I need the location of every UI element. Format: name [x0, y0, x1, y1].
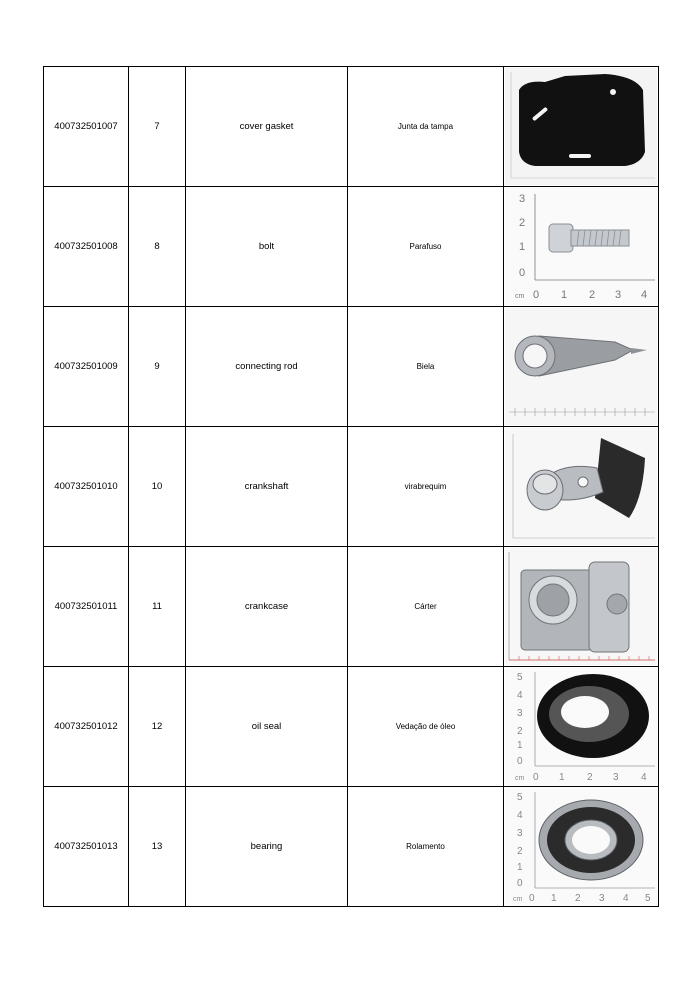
- part-name-english: cover gasket: [186, 67, 348, 187]
- scale-tick-label: 1: [517, 740, 523, 751]
- scale-tick-label: 4: [641, 772, 647, 783]
- scale-tick-label: 1: [517, 862, 523, 873]
- bearing-photo: [505, 788, 657, 905]
- connecting-rod-photo: [505, 308, 657, 425]
- part-name-english: bolt: [186, 187, 348, 307]
- scale-tick-label: 2: [519, 217, 526, 229]
- part-number: 400732501009: [44, 307, 129, 427]
- part-number: 400732501008: [44, 187, 129, 307]
- part-number: 400732501010: [44, 427, 129, 547]
- part-name-english: bearing: [186, 787, 348, 907]
- scale-tick-label: 3: [519, 193, 526, 205]
- scale-tick-label: 0: [529, 893, 535, 904]
- position-number: 11: [129, 547, 186, 667]
- scale-unit-label: cm: [513, 896, 523, 903]
- part-name-portuguese: Vedação de óleo: [348, 667, 504, 787]
- position-number: 13: [129, 787, 186, 907]
- scale-tick-label: 2: [517, 846, 523, 857]
- scale-tick-label: 0: [517, 878, 523, 889]
- part-name-portuguese: virabrequim: [348, 427, 504, 547]
- part-name-portuguese: Cárter: [348, 547, 504, 667]
- position-number: 7: [129, 67, 186, 187]
- part-number: 400732501011: [44, 547, 129, 667]
- position-number: 10: [129, 427, 186, 547]
- table-row: [44, 187, 659, 307]
- part-image-cell: [504, 787, 659, 907]
- position-number: 8: [129, 187, 186, 307]
- crankcase-photo: [505, 548, 657, 665]
- scale-tick-label: 2: [589, 289, 596, 301]
- scale-tick-label: 3: [517, 828, 523, 839]
- part-image-cell: [504, 427, 659, 547]
- part-number: 400732501013: [44, 787, 129, 907]
- position-number: 12: [129, 667, 186, 787]
- part-name-portuguese: Parafuso: [348, 187, 504, 307]
- scale-tick-label: 1: [519, 241, 526, 253]
- part-name-portuguese: Junta da tampa: [348, 67, 504, 187]
- scale-tick-label: 0: [519, 267, 526, 279]
- crankshaft-photo: [505, 428, 657, 545]
- scale-tick-label: 0: [533, 289, 540, 301]
- part-number: 400732501007: [44, 67, 129, 187]
- scale-tick-label: 5: [517, 672, 523, 683]
- scale-tick-label: 5: [645, 893, 651, 904]
- table-row: [44, 427, 659, 547]
- part-name-english: oil seal: [186, 667, 348, 787]
- scale-tick-label: 4: [623, 893, 629, 904]
- table-row: [44, 67, 659, 187]
- table-row: [44, 307, 659, 427]
- scale-tick-label: 3: [615, 289, 622, 301]
- table-row: [44, 547, 659, 667]
- scale-tick-label: 1: [559, 772, 565, 783]
- part-name-portuguese: Rolamento: [348, 787, 504, 907]
- part-name-portuguese: Biela: [348, 307, 504, 427]
- scale-tick-label: 2: [517, 726, 523, 737]
- part-image-cell: [504, 307, 659, 427]
- oil-seal-photo: [505, 668, 657, 785]
- table-row: [44, 667, 659, 787]
- table-row: [44, 787, 659, 907]
- scale-tick-label: 4: [641, 289, 648, 301]
- scale-tick-label: 3: [613, 772, 619, 783]
- parts-table: [43, 66, 659, 907]
- bolt-photo: [505, 188, 657, 305]
- part-image-cell: [504, 547, 659, 667]
- scale-tick-label: 3: [599, 893, 605, 904]
- part-name-english: crankcase: [186, 547, 348, 667]
- part-number: 400732501012: [44, 667, 129, 787]
- scale-tick-label: 0: [517, 756, 523, 767]
- part-name-english: connecting rod: [186, 307, 348, 427]
- part-image-cell: [504, 187, 659, 307]
- scale-tick-label: 0: [533, 772, 539, 783]
- scale-tick-label: 5: [517, 792, 523, 803]
- scale-tick-label: 2: [587, 772, 593, 783]
- scale-tick-label: 4: [517, 810, 523, 821]
- cover-gasket-photo: [505, 68, 657, 185]
- scale-unit-label: cm: [515, 293, 525, 300]
- scale-unit-label: cm: [515, 775, 525, 782]
- part-image-cell: [504, 667, 659, 787]
- scale-tick-label: 1: [551, 893, 557, 904]
- position-number: 9: [129, 307, 186, 427]
- part-image-cell: [504, 67, 659, 187]
- part-name-english: crankshaft: [186, 427, 348, 547]
- scale-tick-label: 1: [561, 289, 568, 301]
- scale-tick-label: 2: [575, 893, 581, 904]
- scale-tick-label: 3: [517, 708, 523, 719]
- scale-tick-label: 4: [517, 690, 523, 701]
